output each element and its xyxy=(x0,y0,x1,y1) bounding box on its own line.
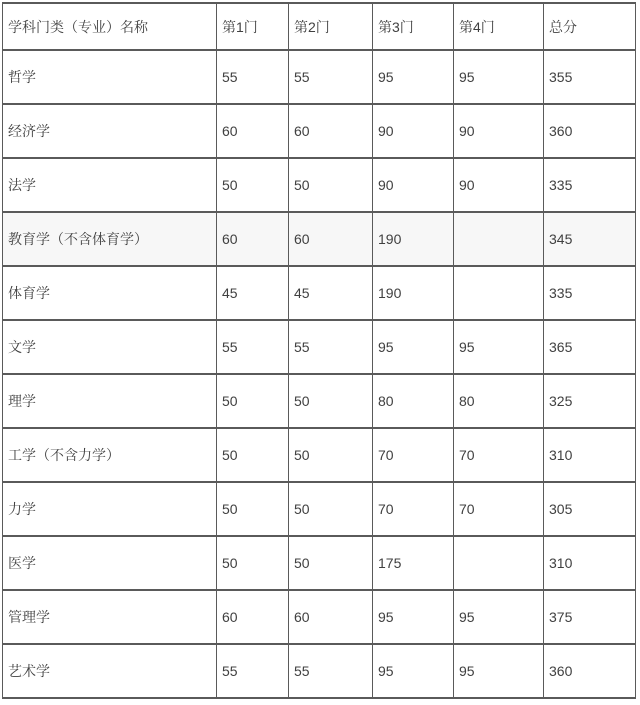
score-cell: 50 xyxy=(289,428,373,482)
total-cell: 375 xyxy=(544,590,636,644)
score-cell: 60 xyxy=(217,104,289,158)
score-cell: 50 xyxy=(289,374,373,428)
total-cell: 335 xyxy=(544,158,636,212)
score-cell: 45 xyxy=(217,266,289,320)
score-cell: 55 xyxy=(289,50,373,104)
score-cell: 95 xyxy=(454,320,544,374)
score-cell: 50 xyxy=(217,428,289,482)
total-cell: 360 xyxy=(544,644,636,698)
score-cell: 90 xyxy=(373,158,454,212)
category-cell: 力学 xyxy=(3,482,217,536)
score-table xyxy=(2,2,636,699)
score-cell: 95 xyxy=(373,644,454,698)
table-row xyxy=(3,212,636,266)
score-cell: 90 xyxy=(373,104,454,158)
category-cell: 哲学 xyxy=(3,50,217,104)
category-cell: 艺术学 xyxy=(3,644,217,698)
score-cell: 55 xyxy=(289,320,373,374)
score-cell: 95 xyxy=(454,590,544,644)
score-cell: 95 xyxy=(454,644,544,698)
category-cell: 教育学（不含体育学） xyxy=(3,212,217,266)
score-cell: 90 xyxy=(454,158,544,212)
table-row xyxy=(3,590,636,644)
total-cell: 325 xyxy=(544,374,636,428)
score-cell xyxy=(454,212,544,266)
table-row xyxy=(3,104,636,158)
total-cell: 335 xyxy=(544,266,636,320)
total-cell: 310 xyxy=(544,428,636,482)
header-category: 学科门类（专业）名称 xyxy=(3,3,217,50)
total-cell: 365 xyxy=(544,320,636,374)
score-cell: 175 xyxy=(373,536,454,590)
score-cell: 55 xyxy=(289,644,373,698)
score-cell: 50 xyxy=(217,374,289,428)
category-cell: 体育学 xyxy=(3,266,217,320)
score-cell: 50 xyxy=(289,482,373,536)
score-cell: 190 xyxy=(373,212,454,266)
header-subject-1: 第1门 xyxy=(217,3,289,50)
header-subject-3: 第3门 xyxy=(373,3,454,50)
total-cell: 360 xyxy=(544,104,636,158)
score-cell: 50 xyxy=(289,536,373,590)
table-row xyxy=(3,320,636,374)
score-cell: 55 xyxy=(217,50,289,104)
total-cell: 305 xyxy=(544,482,636,536)
score-cell: 45 xyxy=(289,266,373,320)
score-cell: 80 xyxy=(373,374,454,428)
table-row xyxy=(3,428,636,482)
score-cell: 60 xyxy=(289,212,373,266)
header-subject-4: 第4门 xyxy=(454,3,544,50)
total-cell: 310 xyxy=(544,536,636,590)
category-cell: 文学 xyxy=(3,320,217,374)
table-header xyxy=(3,3,636,50)
score-cell xyxy=(454,266,544,320)
score-cell: 50 xyxy=(217,482,289,536)
header-row xyxy=(3,3,636,50)
table-row xyxy=(3,536,636,590)
total-cell: 345 xyxy=(544,212,636,266)
total-cell: 355 xyxy=(544,50,636,104)
score-cell: 60 xyxy=(289,590,373,644)
header-subject-2: 第2门 xyxy=(289,3,373,50)
score-cell: 50 xyxy=(217,158,289,212)
score-cell: 95 xyxy=(373,320,454,374)
score-cell: 70 xyxy=(454,428,544,482)
score-cell: 70 xyxy=(373,428,454,482)
category-cell: 医学 xyxy=(3,536,217,590)
score-cell: 80 xyxy=(454,374,544,428)
score-cell: 60 xyxy=(289,104,373,158)
table-row xyxy=(3,266,636,320)
category-cell: 经济学 xyxy=(3,104,217,158)
score-cell: 95 xyxy=(373,590,454,644)
score-cell xyxy=(454,536,544,590)
score-cell: 50 xyxy=(289,158,373,212)
score-cell: 95 xyxy=(373,50,454,104)
score-cell: 60 xyxy=(217,212,289,266)
score-cell: 55 xyxy=(217,644,289,698)
score-cell: 70 xyxy=(454,482,544,536)
score-cell: 70 xyxy=(373,482,454,536)
table-row xyxy=(3,482,636,536)
category-cell: 理学 xyxy=(3,374,217,428)
table-row xyxy=(3,644,636,698)
table-row xyxy=(3,158,636,212)
score-cell: 190 xyxy=(373,266,454,320)
category-cell: 工学（不含力学） xyxy=(3,428,217,482)
score-cell: 60 xyxy=(217,590,289,644)
score-cell: 90 xyxy=(454,104,544,158)
table-row xyxy=(3,374,636,428)
header-total: 总分 xyxy=(544,3,636,50)
score-cell: 50 xyxy=(217,536,289,590)
category-cell: 管理学 xyxy=(3,590,217,644)
score-cell: 55 xyxy=(217,320,289,374)
category-cell: 法学 xyxy=(3,158,217,212)
table-body xyxy=(3,50,636,698)
score-cell: 95 xyxy=(454,50,544,104)
table-row xyxy=(3,50,636,104)
